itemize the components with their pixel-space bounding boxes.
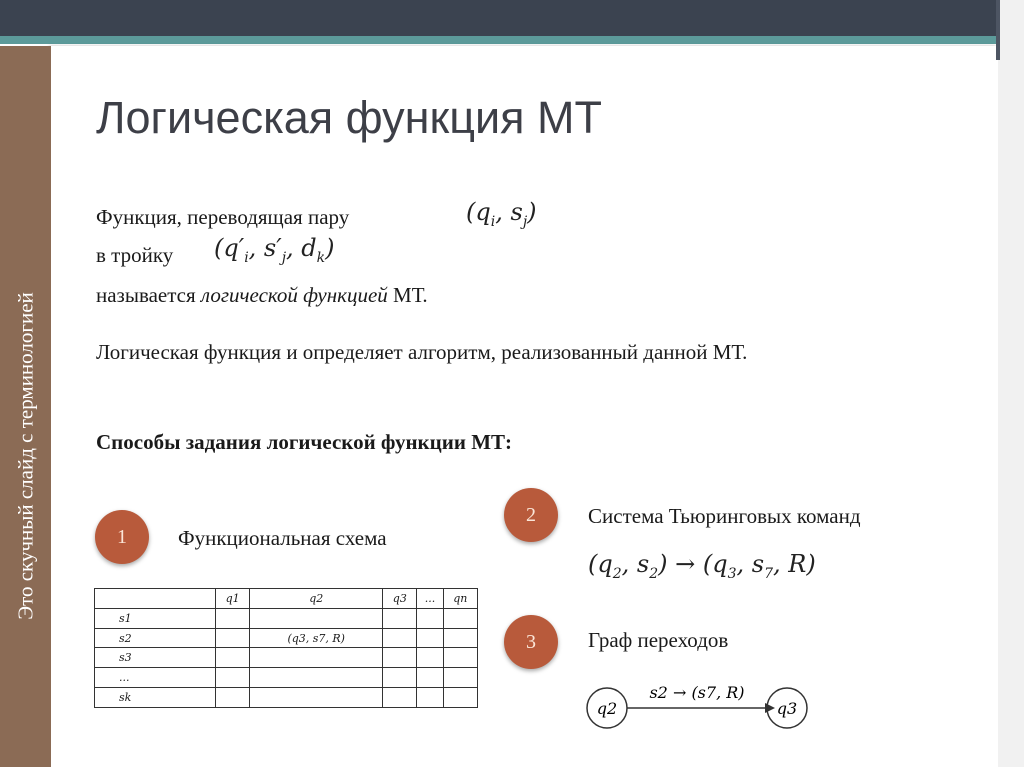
table-header-row [95,589,478,609]
top-banner-teal-stripe [0,36,1000,44]
statement-text: Логическая функция и определяет алгоритм, реализованный данной МТ. [96,340,748,364]
table-column-header: qn [443,589,477,609]
definition-line-3 [96,283,428,308]
table-row [95,688,478,708]
pair-formula: ($q_i$, $s_j$) [466,198,537,230]
table-row-header: ... [95,668,216,688]
method-number-badge: 1 [95,510,149,564]
graph-node-from-label: q2 [596,699,618,718]
table-corner-cell [95,589,216,609]
definition-suffix: МТ. [387,283,428,307]
table-row [95,608,478,628]
table-row-header: s3 [95,648,216,668]
methods-heading: Способы задания логической функции МТ: [96,430,513,454]
functional-schema-table [94,588,478,708]
top-banner-dark [0,0,1024,36]
table-row [95,628,478,648]
definition-line-1: Функция, переводящая пару [96,205,350,229]
right-margin [998,0,1024,767]
table-row [95,648,478,668]
transition-graph [585,678,815,738]
definition-term: логической функцией [200,283,388,307]
graph-edge-label: s2 → (s7, R) [649,683,745,702]
method-label: Система Тьюринговых команд [588,504,861,528]
method-number-badge: 2 [504,488,558,542]
method-label: Функциональная схема [178,526,387,550]
slide-title: Логическая функция МТ [96,92,602,143]
definition-prefix: называется [96,283,201,307]
side-band [0,46,51,767]
table-column-header: q3 [383,589,417,609]
method-number-badge: 3 [504,615,558,669]
table-row-header: s2 [95,628,216,648]
table-column-header: q1 [216,589,250,609]
table-row [95,668,478,688]
definition-line-2: в тройку [96,243,174,267]
graph-node-to-label: q3 [776,699,798,718]
side-caption: Это скучный слайд с терминологией [13,292,38,620]
table-cell-command: (q3, s7, R) [250,628,383,648]
method-label: Граф переходов [588,628,729,652]
table-row-header: sk [95,688,216,708]
command-formula: ($q_2$, $s_2) \to (q_3$, $s_7$, R) [588,550,816,582]
triple-formula: ($q'_i$, $s'_j$, $d_k$) [214,234,335,266]
table-column-header: ... [417,589,443,609]
table-column-header: q2 [250,589,383,609]
right-accent-strip [996,0,1000,60]
table-row-header: s1 [95,608,216,628]
